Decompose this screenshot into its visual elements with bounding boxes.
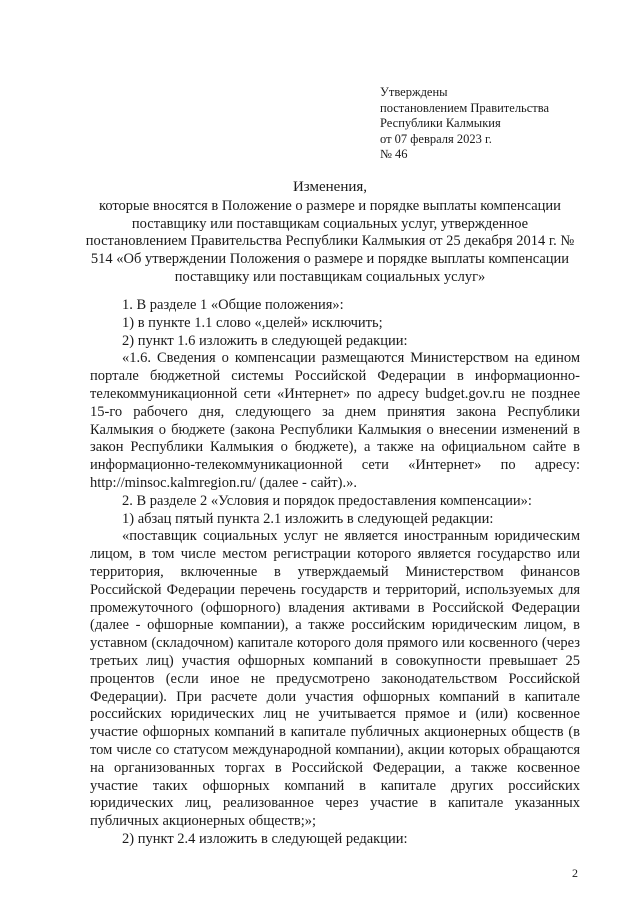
approval-date: от 07 февраля 2023 г. (380, 131, 492, 146)
page-number: 2 (572, 866, 578, 880)
document-title: Изменения, (292, 179, 368, 195)
approval-line: постановлением Правительства (380, 100, 550, 115)
approval-line: Утверждены (380, 85, 448, 99)
approval-stamp (380, 85, 549, 163)
paragraph: «1.6. Сведения о компенсации размещаются Министерством на едином портале бюджетной системы Российской Федерации в информационно-телекоммуникационной сети «Интернет» по адресу budget.gov.ru не позднее 15-го рабочего дня, следующего за днем принятия закона Республики Калмыкия о бюджете (закона Республики Калмыкия о внесении изменений в закон Республики Калмыкия о бюджете), а также на официальном сайте в информационно-телекоммуникационной сети «Интернет» по адресу: http://minsoc.kalmregion.ru/ (далее - сайт).». (90, 350, 580, 491)
approval-number: № 46 (380, 147, 408, 161)
document-subtitle: которые вносятся в Положение о размере и порядке выплаты компенсации поставщику или поставщикам социальных услуг, утвержденное постановлением Правительства Республики Калмыкия от 25 декабря 2014 г. № 514 «Об утверждении Положения о размере и порядке выплаты компенсации поставщику или поставщикам социальных услуг» (85, 197, 575, 285)
paragraph: 2) пункт 1.6 изложить в следующей редакции: (122, 332, 408, 349)
document-body (90, 297, 580, 849)
document-heading (80, 179, 580, 287)
paragraph: 1) в пункте 1.1 слово «,целей» исключить; (122, 314, 383, 331)
approval-line: Республики Калмыкия (380, 116, 501, 130)
paragraph: 2) пункт 2.4 изложить в следующей редакции: (122, 830, 408, 847)
paragraph: 2. В разделе 2 «Условия и порядок предоставления компенсации»: (122, 492, 532, 509)
paragraph: «поставщик социальных услуг не является иностранным юридическим лицом, в том числе местом регистрации которого является государство или территория, включенные в утверждаемый Министерством финансов Российской Федерации перечень государств и территорий, используемых для промежуточного (офшорного) владения активами в Российской Федерации (далее - офшорные компании), а также российским юридическим лицом, в уставном (складочном) капитале которого доля прямого или косвенного (через третьих лиц) участия офшорных компаний в совокупности превышает 25 процентов (если иное не предусмотрено законодательством Российской Федерации). При расчете доли участия офшорных компаний в капитале российских юридических лиц не учитывается прямое и (или) косвенное участие офшорных компаний в капитале публичных акционерных обществ (в том числе со статусом международной компании), акции которых обращаются на организованных торгах в Российской Федерации, а также косвенное участие таких офшорных компаний в капитале других российских юридических лиц, реализованное через участие в капитале указанных публичных акционерных обществ;»; (90, 528, 580, 830)
paragraph: 1) абзац пятый пункта 2.1 изложить в следующей редакции: (122, 510, 494, 527)
paragraph: 1. В разделе 1 «Общие положения»: (122, 297, 344, 313)
